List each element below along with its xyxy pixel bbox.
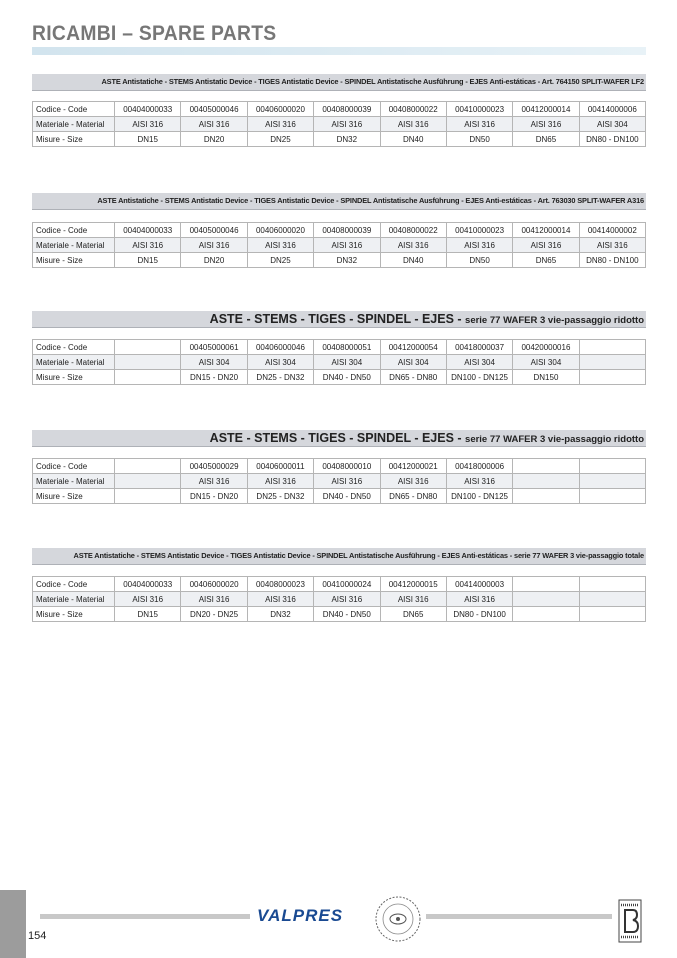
table-cell: 00412000014	[513, 223, 579, 238]
parts-table	[32, 222, 646, 268]
section-heading: ASTE Antistatiche - STEMS Antistatic Device - TIGES Antistatic Device - SPINDEL Antistatische Ausführung - EJES Anti-estáticas - Art. 764150 SPLIT-WAFER LF2	[32, 74, 646, 91]
bonomi-group-logo-icon	[618, 899, 642, 943]
table-row	[33, 355, 646, 370]
row-label: Materiale - Material	[33, 355, 115, 370]
table-cell: DN65 - DN80	[380, 370, 446, 385]
table-cell: 00418000037	[446, 340, 512, 355]
section-stems-antistatic-763030	[32, 193, 646, 268]
table-cell: 00412000054	[380, 340, 446, 355]
table-cell: AISI 316	[247, 592, 313, 607]
table-row	[33, 577, 646, 592]
table-cell	[115, 370, 181, 385]
table-cell: 00405000046	[181, 102, 247, 117]
table-cell: 00405000046	[181, 223, 247, 238]
table-cell: DN15 - DN20	[181, 489, 247, 504]
table-cell	[579, 592, 645, 607]
section-heading: ASTE Antistatiche - STEMS Antistatic Device - TIGES Antistatic Device - SPINDEL Antistatische Ausführung - EJES Anti-estáticas - Art. 763030 SPLIT-WAFER A316	[32, 193, 646, 210]
table-cell	[115, 459, 181, 474]
table-cell: DN25	[247, 132, 313, 147]
table-cell	[115, 355, 181, 370]
table-cell: AISI 316	[446, 592, 512, 607]
table-cell: DN65 - DN80	[380, 489, 446, 504]
table-cell: DN32	[314, 132, 380, 147]
table-cell: 00408000022	[380, 223, 446, 238]
table-cell: DN15 - DN20	[181, 370, 247, 385]
table-cell: 00406000020	[247, 223, 313, 238]
table-cell: DN50	[446, 253, 512, 268]
table-cell: DN40	[380, 253, 446, 268]
table-cell: DN80 - DN100	[446, 607, 512, 622]
table-cell: AISI 316	[446, 117, 512, 132]
table-cell	[115, 340, 181, 355]
row-label: Misure - Size	[33, 489, 115, 504]
row-label: Codice - Code	[33, 577, 115, 592]
table-row	[33, 223, 646, 238]
parts-table	[32, 339, 646, 385]
table-row	[33, 340, 646, 355]
table-cell: AISI 316	[247, 117, 313, 132]
table-cell: DN100 - DN125	[446, 489, 512, 504]
table-cell: 00414000002	[579, 223, 645, 238]
section-stems-antistatic-serie77-total	[32, 548, 646, 622]
table-cell	[115, 474, 181, 489]
table-cell: 00406000020	[247, 102, 313, 117]
table-cell: 00404000033	[115, 223, 181, 238]
row-label: Materiale - Material	[33, 117, 115, 132]
table-cell: DN15	[115, 253, 181, 268]
table-cell	[513, 592, 579, 607]
table-cell: AISI 316	[513, 117, 579, 132]
table-cell: AISI 316	[181, 592, 247, 607]
section-heading	[32, 430, 646, 447]
row-label: Codice - Code	[33, 459, 115, 474]
table-cell: DN15	[115, 607, 181, 622]
section-heading-sub: serie 77 WAFER 3 vie-passaggio ridotto	[465, 434, 644, 445]
table-cell: DN65	[380, 607, 446, 622]
table-cell	[513, 459, 579, 474]
table-row	[33, 489, 646, 504]
iso-certification-seal-icon	[374, 895, 422, 943]
table-cell: AISI 304	[314, 355, 380, 370]
parts-table	[32, 576, 646, 622]
table-cell: 00406000020	[181, 577, 247, 592]
table-cell: DN25 - DN32	[247, 489, 313, 504]
table-cell: 00414000006	[579, 102, 645, 117]
footer-divider	[426, 914, 612, 919]
table-cell: AISI 316	[446, 474, 512, 489]
table-cell: AISI 316	[380, 474, 446, 489]
table-row	[33, 102, 646, 117]
table-cell: 00410000023	[446, 223, 512, 238]
footer-divider	[40, 914, 250, 919]
table-cell: DN20	[181, 132, 247, 147]
table-cell	[579, 489, 645, 504]
table-cell: 00404000033	[115, 102, 181, 117]
table-row	[33, 459, 646, 474]
table-cell: DN150	[513, 370, 579, 385]
table-cell: DN80 - DN100	[579, 253, 645, 268]
table-cell: AISI 304	[513, 355, 579, 370]
table-cell: 00408000039	[314, 102, 380, 117]
table-cell: AISI 316	[513, 238, 579, 253]
table-cell: 00410000024	[314, 577, 380, 592]
table-cell: 00406000046	[247, 340, 313, 355]
section-heading-sub: serie 77 WAFER 3 vie-passaggio ridotto	[465, 315, 644, 326]
table-row	[33, 253, 646, 268]
table-cell: AISI 316	[380, 592, 446, 607]
valpres-logo: VALPRES	[257, 906, 344, 925]
table-cell: 00404000033	[115, 577, 181, 592]
row-label: Materiale - Material	[33, 474, 115, 489]
table-cell	[513, 489, 579, 504]
table-cell	[513, 607, 579, 622]
table-cell: 00420000016	[513, 340, 579, 355]
table-cell: DN25	[247, 253, 313, 268]
table-cell: AISI 316	[314, 474, 380, 489]
table-cell: 00412000015	[380, 577, 446, 592]
table-cell: 00405000061	[181, 340, 247, 355]
table-row	[33, 238, 646, 253]
table-cell: AISI 316	[115, 117, 181, 132]
table-cell: DN40 - DN50	[314, 489, 380, 504]
table-cell: 00408000010	[314, 459, 380, 474]
row-label: Misure - Size	[33, 607, 115, 622]
table-cell	[513, 577, 579, 592]
table-cell: DN50	[446, 132, 512, 147]
table-row	[33, 132, 646, 147]
table-cell: AISI 316	[314, 117, 380, 132]
table-cell: DN20 - DN25	[181, 607, 247, 622]
row-label: Misure - Size	[33, 370, 115, 385]
table-cell: DN32	[314, 253, 380, 268]
table-cell: DN25 - DN32	[247, 370, 313, 385]
table-cell: 00408000039	[314, 223, 380, 238]
table-cell: DN65	[513, 132, 579, 147]
table-row	[33, 592, 646, 607]
table-cell: AISI 316	[181, 117, 247, 132]
table-cell: DN65	[513, 253, 579, 268]
table-cell	[579, 474, 645, 489]
row-label: Misure - Size	[33, 253, 115, 268]
table-cell	[579, 607, 645, 622]
table-cell: AISI 304	[181, 355, 247, 370]
page-title: RICAMBI – SPARE PARTS	[32, 22, 277, 45]
table-cell: DN100 - DN125	[446, 370, 512, 385]
table-cell: 00412000021	[380, 459, 446, 474]
table-row	[33, 370, 646, 385]
table-cell: 00405000029	[181, 459, 247, 474]
table-cell: AISI 316	[314, 238, 380, 253]
table-cell: AISI 316	[181, 238, 247, 253]
table-cell	[513, 474, 579, 489]
table-cell: DN20	[181, 253, 247, 268]
table-cell: AISI 316	[380, 117, 446, 132]
table-cell: DN40	[380, 132, 446, 147]
page-tab-marker	[0, 890, 26, 958]
title-band	[32, 47, 646, 55]
table-cell	[579, 355, 645, 370]
table-cell: 00418000006	[446, 459, 512, 474]
table-cell: AISI 316	[579, 238, 645, 253]
table-cell: AISI 316	[247, 238, 313, 253]
row-label: Materiale - Material	[33, 238, 115, 253]
table-cell: 00414000003	[446, 577, 512, 592]
table-cell: 00406000011	[247, 459, 313, 474]
table-cell: AISI 316	[247, 474, 313, 489]
section-heading: ASTE Antistatiche - STEMS Antistatic Device - TIGES Antistatic Device - SPINDEL Antistatische Ausführung - EJES Anti-estáticas - serie 77 WAFER 3 vie-passaggio totale	[32, 548, 646, 565]
table-cell: DN80 - DN100	[579, 132, 645, 147]
row-label: Codice - Code	[33, 340, 115, 355]
table-cell: DN32	[247, 607, 313, 622]
table-cell: DN40 - DN50	[314, 607, 380, 622]
page-number: 154	[28, 930, 47, 942]
section-stems-antistatic-764150	[32, 74, 646, 147]
table-cell: AISI 304	[247, 355, 313, 370]
table-cell: AISI 316	[181, 474, 247, 489]
table-cell: AISI 304	[380, 355, 446, 370]
row-label: Codice - Code	[33, 223, 115, 238]
table-cell: AISI 316	[314, 592, 380, 607]
section-heading-main: ASTE - STEMS - TIGES - SPINDEL - EJES -	[209, 312, 466, 326]
row-label: Materiale - Material	[33, 592, 115, 607]
section-heading-main: ASTE - STEMS - TIGES - SPINDEL - EJES -	[209, 431, 466, 445]
parts-table	[32, 101, 646, 147]
table-cell	[579, 459, 645, 474]
table-cell	[579, 577, 645, 592]
section-stems-serie77-aisi304	[32, 311, 646, 385]
table-cell: 00410000023	[446, 102, 512, 117]
table-row	[33, 474, 646, 489]
section-heading	[32, 311, 646, 328]
table-cell	[579, 370, 645, 385]
table-row	[33, 607, 646, 622]
row-label: Codice - Code	[33, 102, 115, 117]
table-cell: 00408000022	[380, 102, 446, 117]
table-cell: 00412000014	[513, 102, 579, 117]
table-cell	[115, 489, 181, 504]
table-cell: AISI 304	[579, 117, 645, 132]
table-cell: AISI 316	[115, 238, 181, 253]
table-cell: DN15	[115, 132, 181, 147]
table-cell: AISI 316	[380, 238, 446, 253]
row-label: Misure - Size	[33, 132, 115, 147]
table-row	[33, 117, 646, 132]
table-cell: 00408000023	[247, 577, 313, 592]
table-cell: AISI 304	[446, 355, 512, 370]
parts-table	[32, 458, 646, 504]
table-cell: AISI 316	[115, 592, 181, 607]
table-cell: AISI 316	[446, 238, 512, 253]
table-cell	[579, 340, 645, 355]
table-cell: 00408000051	[314, 340, 380, 355]
section-stems-serie77-aisi316	[32, 430, 646, 504]
table-cell: DN40 - DN50	[314, 370, 380, 385]
